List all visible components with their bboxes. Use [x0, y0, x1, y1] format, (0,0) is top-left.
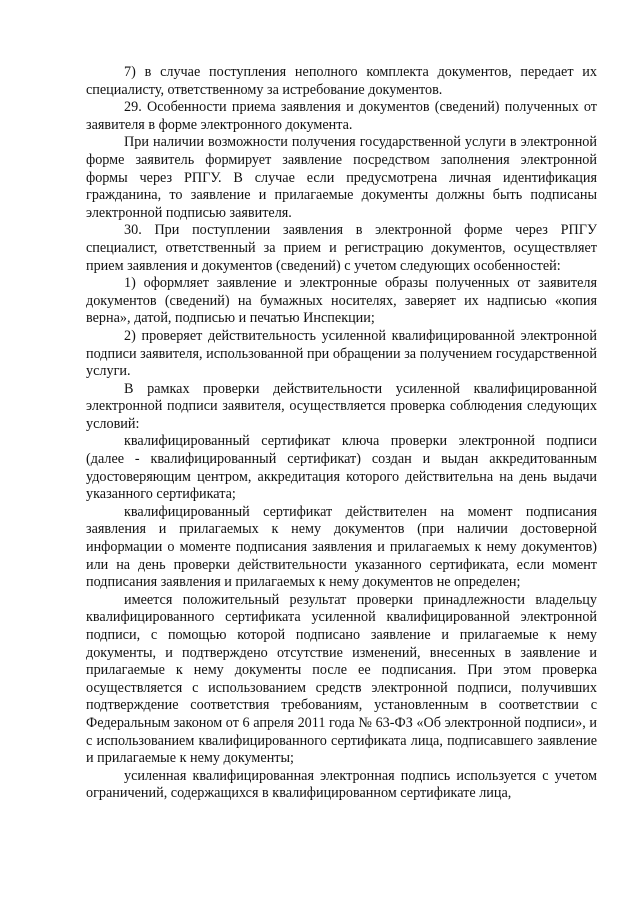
paragraph-condition-positive-result: имеется положительный результат проверки принадлежности владельцу квалифицированного сертификата усиленной квалифицированной электронной подписи, с помощью которой подписано заявление и прилагаемые к нему документы, и подтверждено отсутствие изменений, внесенных в заявление и прилагаемые к нему документы после ее подписания. При этом проверка осуществляется с использованием средств электронной подписи, получивших подтверждение соответствия требованиям, установленным в соответствии с Федеральным законом от 6 апреля 2011 года № 63-ФЗ «Об электронной подписи», и с использованием квалифицированного сертификата лица, подписавшего заявление и прилагаемые к нему документы; — [86, 591, 597, 767]
paragraph-item-2: 2) проверяет действительность усиленной квалифицированной электронной подписи заявителя, использованной при обращении за получением государственной услуги. — [86, 327, 597, 380]
paragraph-item-1: 1) оформляет заявление и электронные образы полученных от заявителя документов (сведений) на бумажных носителях, заверяет их надписью «копия верна», датой, подписью и печатью Инспекции; — [86, 275, 597, 327]
paragraph-condition-certificate-issued: квалифицированный сертификат ключа проверки электронной подписи (далее - квалифицированный сертификат) создан и выдан аккредитованным удостоверяющим центром, аккредитация которого действительна на день выдачи указанного сертификата; — [86, 433, 597, 503]
paragraph-electronic-form: При наличии возможности получения государственной услуги в электронной форме заявитель формирует заявление посредством заполнения электронной формы через РПГУ. В случае если предусмотрена личная идентификация гражданина, то заявление и прилагаемые документы должны быть подписаны электронной подписью заявителя. — [86, 134, 597, 221]
paragraph-condition-certificate-valid: квалифицированный сертификат действителен на момент подписания заявления и прилагаемых к нему документов (при наличии достоверной информации о моменте подписания заявления и прилагаемых к нему документов) или на день проверки действительности указанного сертификата, если момент подписания заявления и прилагаемых к нему документов не определен; — [86, 503, 597, 591]
paragraph-section-29: 29. Особенности приема заявления и документов (сведений) полученных от заявителя в форме электронного документа. — [86, 99, 597, 133]
paragraph-item-7: 7) в случае поступления неполного комплекта документов, передает их специалисту, ответственному за истребование документов. — [86, 64, 597, 98]
paragraph-verification-intro: В рамках проверки действительности усиленной квалифицированной электронной подписи заявителя, осуществляется проверка соблюдения следующих условий: — [86, 380, 597, 432]
paragraph-condition-restrictions: усиленная квалифицированная электронная подпись используется с учетом ограничений, содержащихся в квалифицированном сертификате лица, — [86, 767, 597, 802]
document-page — [86, 64, 597, 803]
paragraph-section-30: 30. При поступлении заявления в электронной форме через РПГУ специалист, ответственный за прием и регистрацию документов, осуществляет прием заявления и документов (сведений) с учетом следующих особенностей: — [86, 222, 597, 274]
